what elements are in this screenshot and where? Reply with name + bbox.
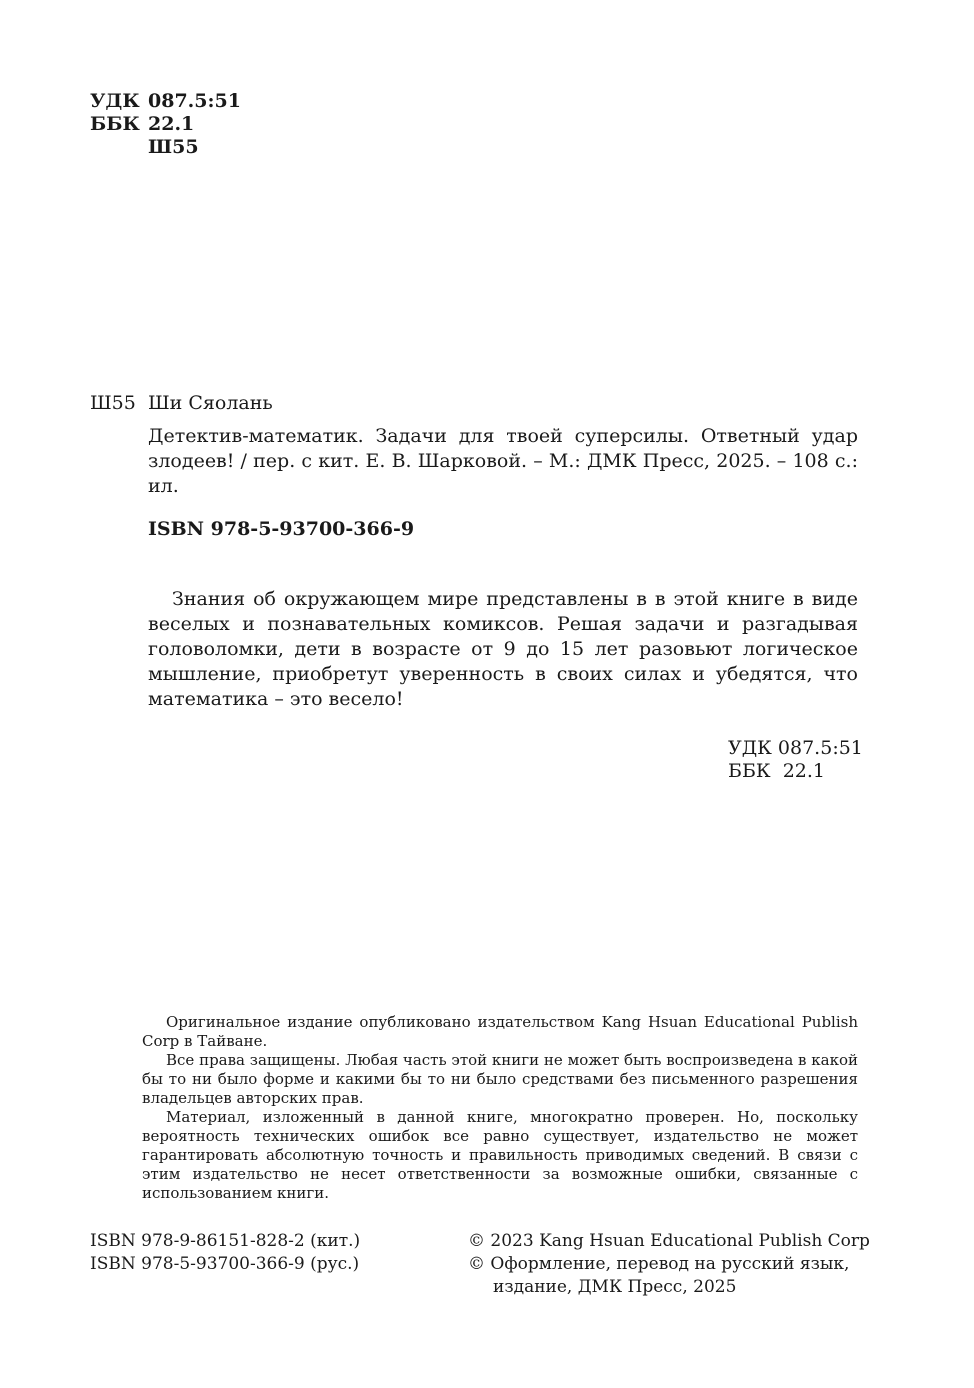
isbn-list [90, 1230, 360, 1276]
legal-paragraph-rights: Все права защищены. Любая часть этой книги не может быть воспроизведена в какой бы то ни было форме и какими бы то ни было средствами без письменного разрешения владельцев авторских прав. [142, 1051, 858, 1107]
udk-bottom: УДК 087.5:51 [728, 737, 863, 759]
legal-notice [142, 1013, 858, 1203]
bbk-row [90, 113, 241, 136]
isbn-chinese: ISBN 978-9-86151-828-2 (кит.) [90, 1231, 361, 1251]
entry-author-mark: Ш55 [90, 392, 136, 414]
classification-block-top [90, 90, 241, 159]
entry-author: Ши Сяолань [148, 392, 273, 414]
udk-label: УДК [90, 90, 140, 112]
legal-paragraph-original: Оригинальное издание опубликовано издательством Kang Hsuan Educational Publish Corp в Тайване. [142, 1013, 858, 1050]
legal-paragraph-disclaimer: Материал, изложенный в данной книге, многократно проверен. Но, поскольку вероятность технических ошибок все равно существует, издательство не может гарантировать абсолютную точность и правильность приводимых сведений. В связи с этим издательство не несет ответственности за возможные ошибки, связанные с использованием книги. [142, 1108, 858, 1202]
classification-block-bottom [728, 737, 863, 783]
bbk-value: 22.1 [148, 113, 195, 135]
udk-row [90, 90, 241, 113]
annotation: Знания об окружающем мире представлены в в этой книге в виде веселых и познавательных комиксов. Решая задачи и разгадывая головоломки, дети в возрасте от 9 до 15 лет разовьют логическое мышление, приобретут уверенность в своих силах и убедятся, что математика – это весело! [148, 588, 858, 710]
copyright-block [468, 1230, 870, 1299]
entry-isbn: ISBN 978-5-93700-366-9 [148, 518, 415, 540]
author-mark-top: Ш55 [148, 136, 199, 158]
author-mark-row [90, 136, 241, 159]
copyright-russian-line1: © Оформление, перевод на русский язык, [468, 1254, 850, 1274]
bbk-bottom: ББК 22.1 [728, 760, 826, 782]
entry-description: Детектив-математик. Задачи для твоей суперсилы. Ответный удар злодеев! / пер. с кит. Е. В. Шарковой. – М.: ДМК Пресс, 2025. – 108 с.: ил. [148, 425, 858, 497]
isbn-russian: ISBN 978-5-93700-366-9 (рус.) [90, 1254, 360, 1274]
copyright-russian-line2: издание, ДМК Пресс, 2025 [493, 1277, 737, 1297]
bbk-label: ББК [90, 113, 140, 135]
udk-value: 087.5:51 [148, 90, 241, 112]
copyright-original: © 2023 Kang Hsuan Educational Publish Corp [468, 1231, 870, 1251]
